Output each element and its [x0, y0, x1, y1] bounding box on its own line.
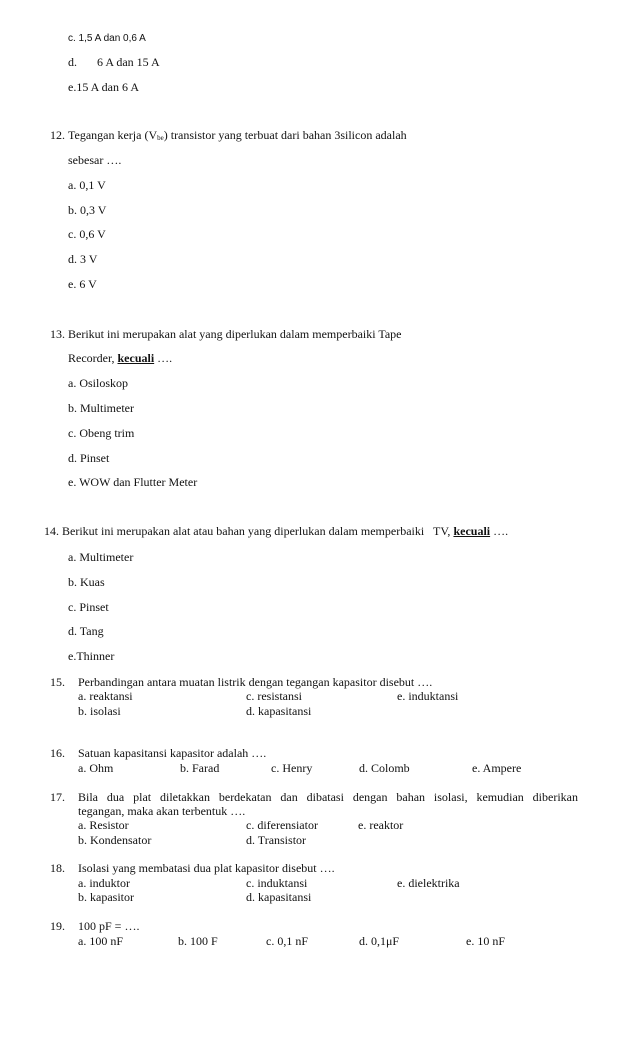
- q15-option-c: c. resistansi: [246, 689, 302, 703]
- q12-question-line2: sebesar ….: [68, 153, 122, 167]
- q13-option-b: b. Multimeter: [68, 401, 134, 415]
- q15-option-d: d. kapasitansi: [246, 704, 312, 718]
- q13-option-a: a. Osiloskop: [68, 376, 128, 390]
- q16-option-d: d. Colomb: [359, 761, 410, 775]
- q11-option-d-label: d.: [68, 55, 77, 69]
- q12-line1-post: ) transistor yang terbuat dari bahan 3silicon adalah: [163, 128, 407, 142]
- q16-question: Satuan kapasitansi kapasitor adalah ….: [78, 746, 267, 760]
- q12-option-a: a. 0,1 V: [68, 178, 106, 192]
- q12-line1-sub: be: [157, 134, 164, 142]
- q18-option-a: a. induktor: [78, 876, 130, 890]
- q12-option-c: c. 0,6 V: [68, 227, 106, 241]
- q17-option-e: e. reaktor: [358, 818, 404, 832]
- q14-line1-pre: Berikut ini merupakan alat atau bahan yang diperlukan dalam memperbaiki TV,: [62, 524, 451, 538]
- q18-option-b: b. kapasitor: [78, 890, 134, 904]
- q17-option-a: a. Resistor: [78, 818, 129, 832]
- q14-option-d: d. Tang: [68, 624, 104, 638]
- q13-option-c: c. Obeng trim: [68, 426, 135, 440]
- q17-option-b: b. Kondensator: [78, 833, 152, 847]
- q11-option-c: c. 1,5 A dan 0,6 A: [68, 33, 146, 44]
- q14-option-c: c. Pinset: [68, 600, 109, 614]
- q16-option-c: c. Henry: [271, 761, 313, 775]
- q15-number: 15.: [50, 675, 65, 689]
- q13-question-line2: [68, 351, 172, 366]
- q17-number: 17.: [50, 790, 65, 804]
- q17-option-c: c. diferensiator: [246, 818, 318, 832]
- q14-option-e: e.Thinner: [68, 649, 115, 663]
- q13-option-d: d. Pinset: [68, 451, 110, 465]
- q13-question-line1: Berikut ini merupakan alat yang diperlukan dalam memperbaiki Tape: [68, 327, 402, 341]
- q12-option-d: d. 3 V: [68, 252, 98, 266]
- q12-question-line1: [68, 128, 407, 143]
- q18-option-c: c. induktansi: [246, 876, 308, 890]
- q13-line2-post: ….: [157, 351, 173, 365]
- q17-question-line1: Bila dua plat diletakkan berdekatan dan dibatasi dengan bahan isolasi, kemudian diberikan: [78, 790, 578, 804]
- q17-question-line2: tegangan, maka akan terbentuk ….: [78, 804, 246, 818]
- q19-option-c: c. 0,1 nF: [266, 934, 308, 948]
- q14-line1-post: ….: [493, 524, 509, 538]
- q13-line2-pre: Recorder,: [68, 351, 115, 365]
- q18-option-d: d. kapasitansi: [246, 890, 312, 904]
- q14-question: [44, 524, 508, 539]
- q13-kecuali: kecuali: [117, 351, 155, 365]
- q19-option-d: d. 0,1μF: [359, 934, 400, 948]
- q15-option-e: e. induktansi: [397, 689, 459, 703]
- q14-option-a: a. Multimeter: [68, 550, 134, 564]
- q19-option-a: a. 100 nF: [78, 934, 123, 948]
- q19-question: 100 pF = ….: [78, 919, 140, 933]
- q12-option-b: b. 0,3 V: [68, 203, 107, 217]
- q17-option-d: d. Transistor: [246, 833, 307, 847]
- q15-question: Perbandingan antara muatan listrik dengan tegangan kapasitor disebut ….: [78, 675, 433, 689]
- q19-number: 19.: [50, 919, 65, 933]
- q15-option-b: b. isolasi: [78, 704, 121, 718]
- q18-option-e: e. dielektrika: [397, 876, 460, 890]
- q16-option-a: a. Ohm: [78, 761, 114, 775]
- q16-number: 16.: [50, 746, 65, 760]
- q16-option-b: b. Farad: [180, 761, 220, 775]
- q13-number: 13.: [50, 327, 65, 341]
- q19-option-b: b. 100 F: [178, 934, 218, 948]
- q15-option-a: a. reaktansi: [78, 689, 133, 703]
- q16-option-e: e. Ampere: [472, 761, 522, 775]
- q18-number: 18.: [50, 861, 65, 875]
- q11-option-d-text: 6 A dan 15 A: [97, 55, 160, 69]
- q12-line1-pre: Tegangan kerja (V: [68, 128, 158, 142]
- q12-option-e: e. 6 V: [68, 277, 97, 291]
- q14-number: 14.: [44, 524, 59, 538]
- q13-option-e: e. WOW dan Flutter Meter: [68, 475, 198, 489]
- q14-option-b: b. Kuas: [68, 575, 105, 589]
- q11-option-e: e.15 A dan 6 A: [68, 80, 139, 94]
- q18-question: Isolasi yang membatasi dua plat kapasitor disebut ….: [78, 861, 335, 875]
- q14-kecuali: kecuali: [453, 524, 491, 538]
- q19-option-e: e. 10 nF: [466, 934, 505, 948]
- q12-number: 12.: [50, 128, 65, 142]
